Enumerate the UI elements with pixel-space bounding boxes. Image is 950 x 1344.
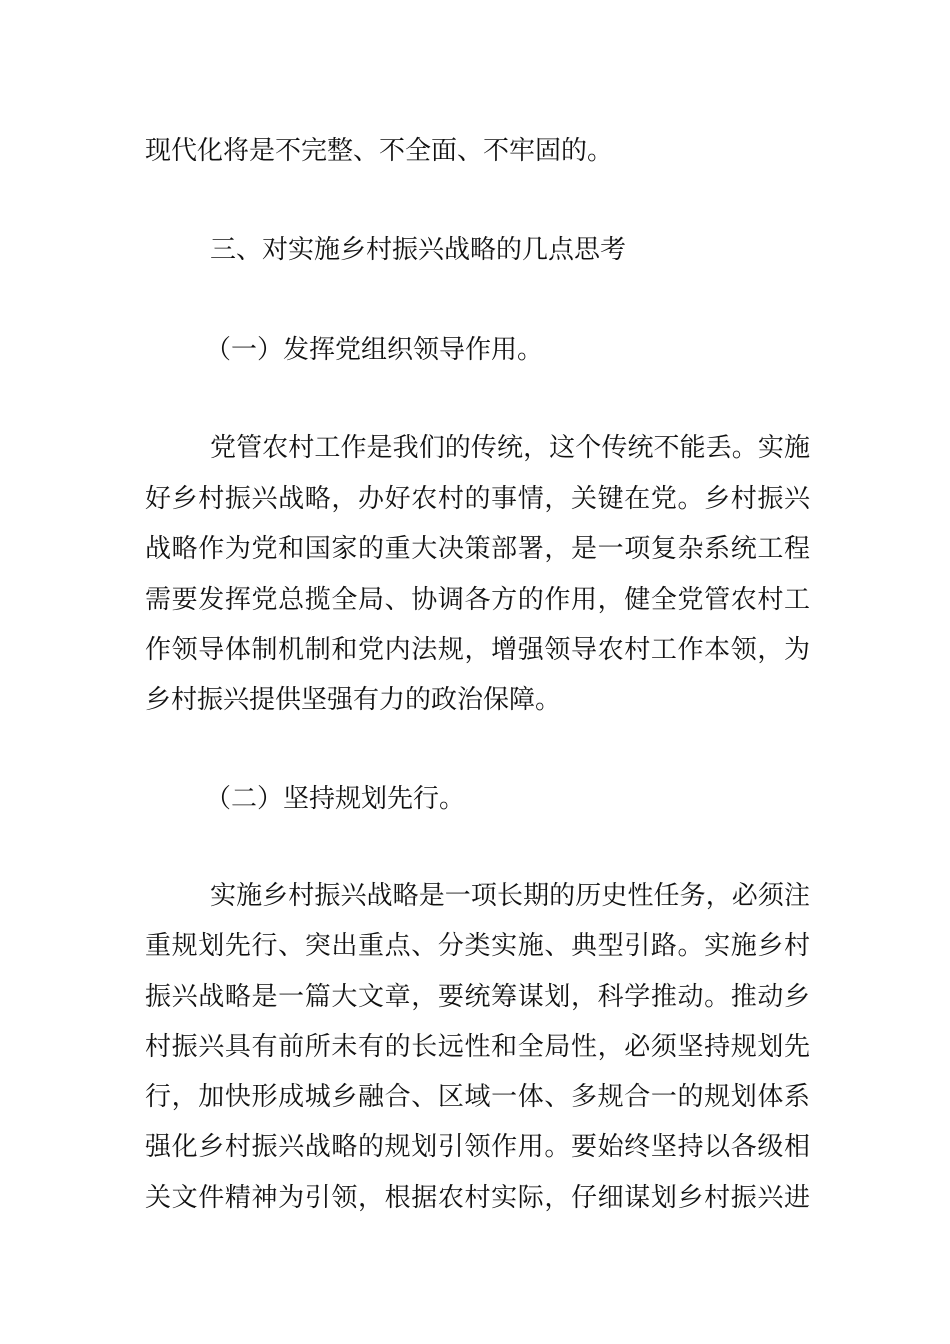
paragraph-line: 振兴战略是一篇大文章，要统筹谋划，科学推动。推动乡 xyxy=(145,982,810,1012)
paragraph-line: 党管农村工作是我们的传统，这个传统不能丢。实施 xyxy=(210,433,810,463)
paragraph-line: 现代化将是不完整、不全面、不牢固的。 xyxy=(145,136,614,166)
paragraph-line: 强化乡村振兴战略的规划引领作用。要始终坚持以各级相 xyxy=(145,1132,810,1162)
paragraph-line: 需要发挥党总揽全局、协调各方的作用，健全党管农村工 xyxy=(145,585,810,615)
paragraph-line: 行，加快形成城乡融合、区域一体、多规合一的规划体系 xyxy=(145,1082,810,1112)
paragraph-line: 村振兴具有前所未有的长远性和全局性，必须坚持规划先 xyxy=(145,1032,810,1062)
paragraph-line: 好乡村振兴战略，办好农村的事情，关键在党。乡村振兴 xyxy=(145,484,810,514)
paragraph-line: 关文件精神为引领，根据农村实际，仔细谋划乡村振兴进 xyxy=(145,1183,810,1213)
paragraph-line: 乡村振兴提供坚强有力的政治保障。 xyxy=(145,685,562,715)
subsection-heading: （一）发挥党组织领导作用。 xyxy=(205,335,544,365)
paragraph-line: 作领导体制机制和党内法规，增强领导农村工作本领，为 xyxy=(145,635,810,665)
paragraph-line: 实施乡村振兴战略是一项长期的历史性任务，必须注 xyxy=(210,881,810,911)
section-heading: 三、对实施乡村振兴战略的几点思考 xyxy=(210,235,627,265)
paragraph-line: 战略作为党和国家的重大决策部署，是一项复杂系统工程 xyxy=(145,534,810,564)
subsection-heading: （二）坚持规划先行。 xyxy=(205,784,466,814)
paragraph-line: 重规划先行、突出重点、分类实施、典型引路。实施乡村 xyxy=(145,931,810,961)
